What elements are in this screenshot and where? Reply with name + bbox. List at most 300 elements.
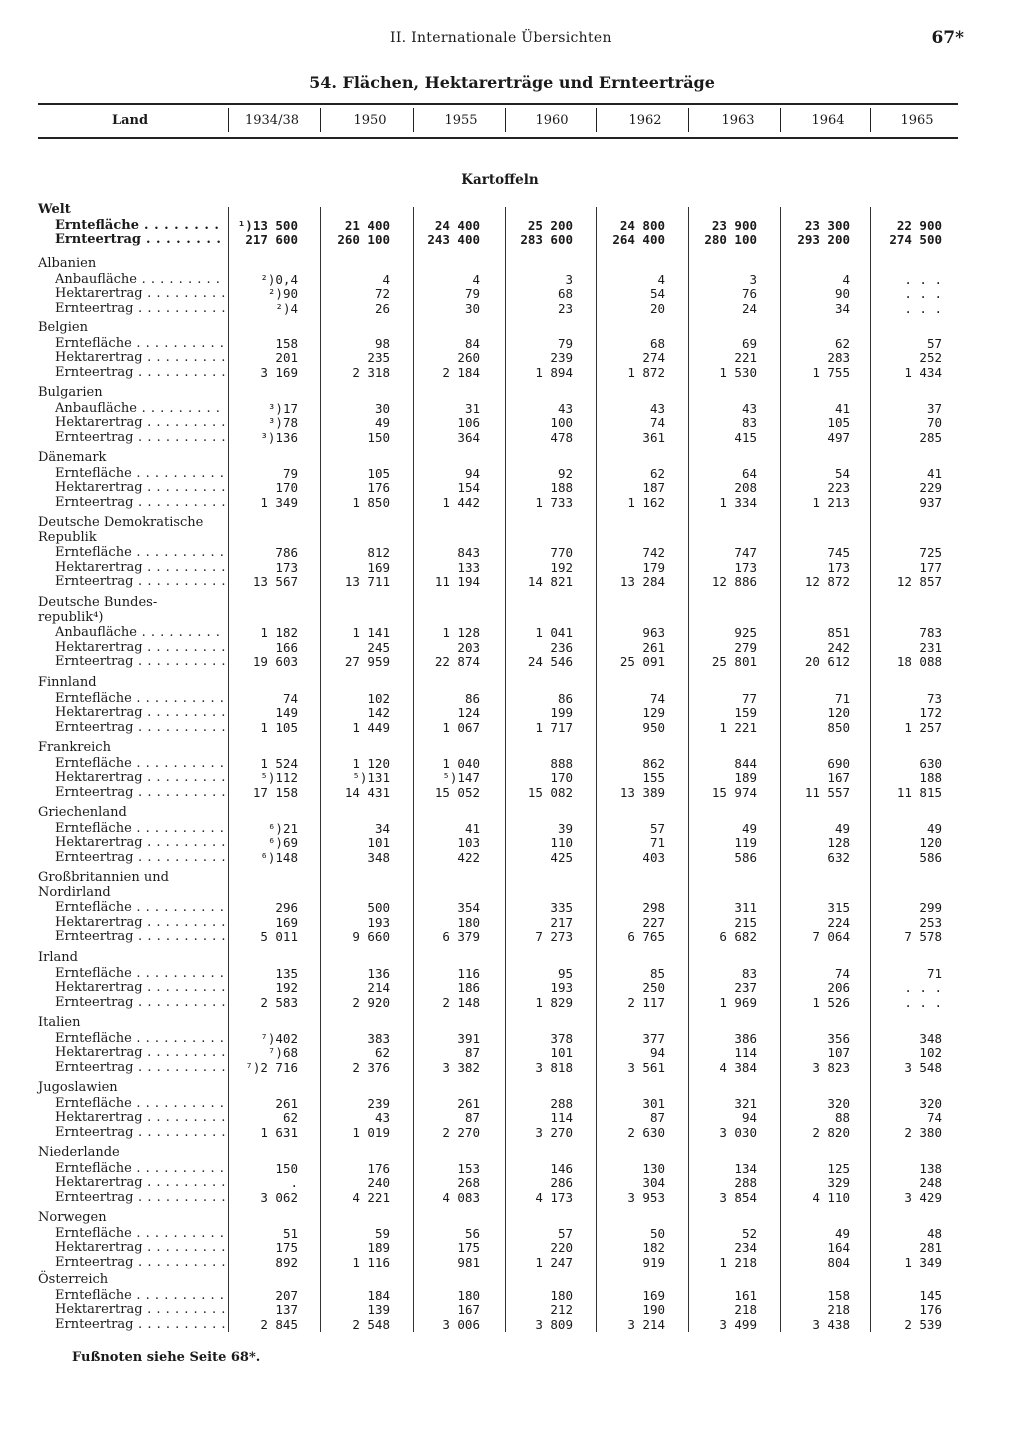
table-cell: 1 872 (627, 364, 665, 380)
table-cell: 41 (834, 400, 850, 416)
table-row (0, 495, 1024, 510)
table-cell: 124 (457, 705, 480, 721)
measure-label: Anbaufläche . . . (55, 401, 225, 416)
table-cell: 892 (275, 1254, 298, 1270)
table-cell: 2 845 (260, 1316, 298, 1332)
table-cell: 164 (827, 1240, 850, 1256)
table-cell: 150 (367, 429, 390, 445)
measure-label: Hektarertrag . . . (55, 1240, 225, 1255)
measure-label: Ernteertrag . . . (55, 850, 225, 865)
table-cell: 11 194 (434, 574, 480, 590)
table-cell: 86 (557, 690, 573, 706)
table-cell: 31 (464, 400, 480, 416)
table-cell: 145 (919, 1287, 942, 1303)
table-cell: 6 682 (719, 929, 757, 945)
table-cell: 175 (275, 1240, 298, 1256)
table-cell: 950 (642, 719, 665, 735)
table-cell: 2 820 (812, 1124, 850, 1140)
table-cell: 167 (457, 1302, 480, 1318)
table-cell: 415 (734, 429, 757, 445)
table-cell: 49 (374, 415, 390, 431)
table-cell: 184 (367, 1287, 390, 1303)
column-separator (596, 108, 597, 132)
table-cell: 14 431 (344, 784, 390, 800)
table-cell: 2 380 (904, 1124, 942, 1140)
country-name: Irland (38, 950, 78, 965)
country-name: Bulgarien (38, 385, 103, 400)
table-cell: 3 818 (535, 1059, 573, 1075)
table-cell: 187 (642, 480, 665, 496)
measure-label: Hektarertrag . . . (55, 560, 225, 575)
measure-label: Hektarertrag . . . (55, 640, 225, 655)
column-header-year: 1962 (628, 113, 662, 128)
table-cell: 56 (464, 1225, 480, 1241)
measure-label: Ernteertrag . . . (55, 995, 225, 1010)
country-name: Deutsche Bundes- republik⁴) (38, 595, 158, 625)
measure-label: Hektarertrag . . . (55, 1110, 225, 1125)
table-cell: 34 (374, 820, 390, 836)
table-cell: 169 (367, 559, 390, 575)
table-cell: ⁷)2 716 (245, 1059, 298, 1075)
table-cell: 149 (275, 705, 298, 721)
table-cell: 224 (827, 914, 850, 930)
table-cell: . . . (904, 300, 942, 316)
table-cell: 500 (367, 900, 390, 916)
measure-label: Ernteertrag . . . (55, 232, 225, 247)
table-row (0, 560, 1024, 575)
table-cell: 403 (642, 849, 665, 865)
measure-label: Hektarertrag . . . (55, 415, 225, 430)
table-cell: 136 (367, 965, 390, 981)
table-cell: ³)17 (267, 400, 298, 416)
table-cell: 1 221 (719, 719, 757, 735)
table-cell: 87 (464, 1045, 480, 1061)
table-cell: 119 (734, 835, 757, 851)
table-row (0, 1240, 1024, 1255)
table-row (0, 466, 1024, 481)
table-row (0, 1255, 1024, 1270)
table-cell: 227 (642, 914, 665, 930)
table-cell: 220 (550, 1240, 573, 1256)
column-separator (320, 108, 321, 132)
table-cell: . . . (904, 271, 942, 287)
table-cell: 94 (464, 465, 480, 481)
table-row (0, 900, 1024, 915)
table-cell: 23 (557, 300, 573, 316)
table-cell: 264 400 (612, 232, 665, 248)
table-cell: 981 (457, 1254, 480, 1270)
table-cell: 206 (827, 980, 850, 996)
table-cell: 176 (919, 1302, 942, 1318)
table-row (0, 545, 1024, 560)
table-cell: 1 257 (904, 719, 942, 735)
table-cell: 1 040 (442, 755, 480, 771)
measure-label: Erntefläche . . . (55, 756, 225, 771)
table-cell: 176 (367, 1160, 390, 1176)
table-cell: 18 088 (896, 654, 942, 670)
table-row (0, 756, 1024, 771)
table-cell: 207 (275, 1287, 298, 1303)
table-cell: 179 (642, 559, 665, 575)
measure-label: Erntefläche . . . (55, 1226, 225, 1241)
measure-label: Ernteertrag . . . (55, 654, 225, 669)
table-cell: 296 (275, 900, 298, 916)
measure-label: Hektarertrag . . . (55, 1302, 225, 1317)
column-header-year: 1963 (721, 113, 755, 128)
measure-label: Erntefläche . . . (55, 1288, 225, 1303)
country-name: Dänemark (38, 450, 107, 465)
table-cell: 217 (550, 914, 573, 930)
table-cell: 130 (642, 1160, 665, 1176)
table-cell: 17 158 (252, 784, 298, 800)
table-row (0, 365, 1024, 380)
table-cell: 3 006 (442, 1316, 480, 1332)
table-cell: ³)78 (267, 415, 298, 431)
table-cell: 4 384 (719, 1059, 757, 1075)
table-cell: 1 105 (260, 719, 298, 735)
table-cell: 180 (457, 914, 480, 930)
table-cell: 3 062 (260, 1189, 298, 1205)
table-cell: 201 (275, 350, 298, 366)
table-cell: 7 064 (812, 929, 850, 945)
country-name: Großbritannien und Nordirland (38, 870, 169, 900)
table-header-bottom-rule (38, 137, 958, 139)
table-cell: 354 (457, 900, 480, 916)
table-cell: 48 (926, 1225, 942, 1241)
table-cell: 2 920 (352, 994, 390, 1010)
table-cell: 248 (919, 1175, 942, 1191)
table-cell: 74 (834, 965, 850, 981)
table-cell: 329 (827, 1175, 850, 1191)
table-cell: 173 (827, 559, 850, 575)
table-row (0, 1096, 1024, 1111)
table-cell: 1 182 (260, 625, 298, 641)
table-cell: ³)136 (260, 429, 298, 445)
table-cell: 102 (919, 1045, 942, 1061)
measure-label: Erntefläche . . . (55, 218, 225, 233)
table-cell: 5 011 (260, 929, 298, 945)
table-cell: 212 (550, 1302, 573, 1318)
table-cell: 175 (457, 1240, 480, 1256)
table-cell: 3 030 (719, 1124, 757, 1140)
table-cell: 2 583 (260, 994, 298, 1010)
table-cell: 2 318 (352, 364, 390, 380)
table-row (0, 1288, 1024, 1303)
table-cell: 747 (734, 545, 757, 561)
table-cell: 3 169 (260, 364, 298, 380)
table-cell: 120 (919, 835, 942, 851)
table-row (0, 1161, 1024, 1176)
table-cell: 586 (734, 849, 757, 865)
table-cell: 260 (457, 350, 480, 366)
measure-label: Erntefläche . . . (55, 336, 225, 351)
table-cell: 192 (275, 980, 298, 996)
table-cell: 71 (926, 965, 942, 981)
table-cell: 83 (741, 415, 757, 431)
table-cell: 1 631 (260, 1124, 298, 1140)
table-cell: 199 (550, 705, 573, 721)
table-cell: 49 (926, 820, 942, 836)
table-cell: 54 (649, 286, 665, 302)
table-cell: 804 (827, 1254, 850, 1270)
column-separator (228, 108, 229, 132)
table-cell: 57 (926, 335, 942, 351)
table-cell: 24 (741, 300, 757, 316)
table-row (0, 785, 1024, 800)
table-cell: 261 (275, 1095, 298, 1111)
table-cell: 7 578 (904, 929, 942, 945)
table-cell: 1 349 (260, 494, 298, 510)
country-name: Belgien (38, 320, 88, 335)
table-cell: 3 561 (627, 1059, 665, 1075)
table-cell: 2 548 (352, 1316, 390, 1332)
table-cell: 24 400 (434, 217, 480, 233)
measure-label: Hektarertrag . . . (55, 1175, 225, 1190)
measure-label: Ernteertrag . . . (55, 1190, 225, 1205)
table-cell: 250 (642, 980, 665, 996)
table-cell: 283 600 (520, 232, 573, 248)
table-cell: 3 214 (627, 1316, 665, 1332)
table-cell: 386 (734, 1030, 757, 1046)
table-cell: 1 850 (352, 494, 390, 510)
measure-label: Erntefläche . . . (55, 900, 225, 915)
table-cell: 34 (834, 300, 850, 316)
table-cell: 173 (275, 559, 298, 575)
table-cell: 3 270 (535, 1124, 573, 1140)
table-title: 54. Flächen, Hektarerträge und Ernteerträge (309, 73, 715, 92)
table-cell: 862 (642, 755, 665, 771)
table-cell: 215 (734, 914, 757, 930)
table-cell: 4 (382, 271, 390, 287)
table-cell: 843 (457, 545, 480, 561)
measure-label: Ernteertrag . . . (55, 785, 225, 800)
table-cell: 6 379 (442, 929, 480, 945)
table-row (0, 1175, 1024, 1190)
table-cell: 281 (919, 1240, 942, 1256)
measure-label: Ernteertrag . . . (55, 929, 225, 944)
table-cell: 299 (919, 900, 942, 916)
table-cell: 3 499 (719, 1316, 757, 1332)
column-header-land: Land (111, 113, 149, 128)
table-cell: 4 (657, 271, 665, 287)
measure-label: Hektarertrag . . . (55, 835, 225, 850)
table-cell: 21 400 (344, 217, 390, 233)
table-cell: 243 400 (427, 232, 480, 248)
table-cell: 24 800 (619, 217, 665, 233)
table-cell: 261 (457, 1095, 480, 1111)
table-cell: 79 (557, 335, 573, 351)
table-cell: 1 247 (535, 1254, 573, 1270)
table-cell: 154 (457, 480, 480, 496)
table-cell: 963 (642, 625, 665, 641)
column-header-year: 1965 (900, 113, 934, 128)
table-cell: 1 442 (442, 494, 480, 510)
page-number: 67* (931, 28, 964, 48)
country-name: Norwegen (38, 1210, 107, 1225)
table-cell: 6 765 (627, 929, 665, 945)
column-separator (870, 108, 871, 132)
table-cell: 20 (649, 300, 665, 316)
table-cell: 218 (827, 1302, 850, 1318)
table-cell: 94 (741, 1110, 757, 1126)
table-cell: 158 (827, 1287, 850, 1303)
table-cell: 159 (734, 705, 757, 721)
table-row (0, 430, 1024, 445)
measure-label: Ernteertrag . . . (55, 301, 225, 316)
table-cell: 158 (275, 335, 298, 351)
table-cell: 95 (557, 965, 573, 981)
table-cell: 1 434 (904, 364, 942, 380)
table-cell: 105 (827, 415, 850, 431)
table-cell: 102 (367, 690, 390, 706)
table-row (0, 401, 1024, 416)
table-cell: 253 (919, 914, 942, 930)
table-cell: 173 (734, 559, 757, 575)
table-cell: 280 100 (704, 232, 757, 248)
measure-label: Ernteertrag . . . (55, 1060, 225, 1075)
table-cell: ⁵)147 (442, 770, 480, 786)
table-cell: 13 567 (252, 574, 298, 590)
table-cell: 41 (926, 465, 942, 481)
table-cell: 2 148 (442, 994, 480, 1010)
table-cell: 1 530 (719, 364, 757, 380)
table-cell: 245 (367, 639, 390, 655)
footnote: Fußnoten siehe Seite 68*. (72, 1350, 261, 1365)
table-cell: 49 (834, 1225, 850, 1241)
table-cell: 128 (827, 835, 850, 851)
measure-label: Ernteertrag . . . (55, 495, 225, 510)
table-cell: 320 (919, 1095, 942, 1111)
table-cell: 356 (827, 1030, 850, 1046)
table-cell: 74 (649, 690, 665, 706)
column-separator (413, 108, 414, 132)
table-cell: 24 546 (527, 654, 573, 670)
table-cell: 4 173 (535, 1189, 573, 1205)
table-cell: 12 872 (804, 574, 850, 590)
table-cell: 120 (827, 705, 850, 721)
table-cell: 27 959 (344, 654, 390, 670)
measure-label: Erntefläche . . . (55, 691, 225, 706)
column-header-year: 1955 (444, 113, 478, 128)
table-cell: 221 (734, 350, 757, 366)
table-row (0, 691, 1024, 706)
table-cell: 1 213 (812, 494, 850, 510)
measure-label: Erntefläche . . . (55, 966, 225, 981)
table-cell: 2 630 (627, 1124, 665, 1140)
table-cell: 76 (741, 286, 757, 302)
measure-label: Erntefläche . . . (55, 1096, 225, 1111)
table-cell: 88 (834, 1110, 850, 1126)
measure-label: Erntefläche . . . (55, 821, 225, 836)
table-cell: 105 (367, 465, 390, 481)
table-cell: 286 (550, 1175, 573, 1191)
table-cell: 15 082 (527, 784, 573, 800)
country-name: Italien (38, 1015, 81, 1030)
table-row (0, 272, 1024, 287)
table-cell: 94 (649, 1045, 665, 1061)
table-cell: 4 083 (442, 1189, 480, 1205)
measure-label: Erntefläche . . . (55, 545, 225, 560)
table-cell: 229 (919, 480, 942, 496)
table-cell: 304 (642, 1175, 665, 1191)
measure-label: Ernteertrag . . . (55, 365, 225, 380)
table-cell: 188 (550, 480, 573, 496)
table-cell: 3 (749, 271, 757, 287)
table-cell: 1 733 (535, 494, 573, 510)
table-cell: 172 (919, 705, 942, 721)
column-header-year: 1964 (811, 113, 845, 128)
table-cell: 283 (827, 350, 850, 366)
table-subtitle: Kartoffeln (461, 172, 539, 188)
table-row (0, 995, 1024, 1010)
table-cell: 252 (919, 350, 942, 366)
table-row (0, 625, 1024, 640)
table-cell: 72 (374, 286, 390, 302)
table-cell: 919 (642, 1254, 665, 1270)
table-cell: 320 (827, 1095, 850, 1111)
table-cell: 20 612 (804, 654, 850, 670)
table-cell: 62 (649, 465, 665, 481)
table-cell: 1 116 (352, 1254, 390, 1270)
table-cell: 57 (649, 820, 665, 836)
measure-label: Erntefläche . . . (55, 466, 225, 481)
table-cell: 87 (649, 1110, 665, 1126)
measure-label: Ernteertrag . . . (55, 1255, 225, 1270)
table-cell: 261 (642, 639, 665, 655)
table-cell: 260 100 (337, 232, 390, 248)
table-cell: 1 120 (352, 755, 390, 771)
table-cell: 150 (275, 1160, 298, 1176)
page-header (0, 30, 1024, 52)
table-cell: 786 (275, 545, 298, 561)
table-row (0, 850, 1024, 865)
table-cell: 378 (550, 1030, 573, 1046)
table-cell: 43 (741, 400, 757, 416)
table-cell: 239 (367, 1095, 390, 1111)
table-cell: ¹)13 500 (237, 217, 298, 233)
table-row (0, 232, 1024, 247)
table-cell: ⁵)131 (352, 770, 390, 786)
table-cell: 364 (457, 429, 480, 445)
table-cell: 153 (457, 1160, 480, 1176)
table-cell: 391 (457, 1030, 480, 1046)
table-cell: 12 857 (896, 574, 942, 590)
country-name: Finnland (38, 675, 97, 690)
column-separator (780, 108, 781, 132)
table-cell: 2 270 (442, 1124, 480, 1140)
table-cell: 169 (642, 1287, 665, 1303)
table-cell: 240 (367, 1175, 390, 1191)
table-cell: 812 (367, 545, 390, 561)
table-top-rule (38, 103, 958, 105)
table-cell: 361 (642, 429, 665, 445)
table-cell: 288 (734, 1175, 757, 1191)
table-cell: 632 (827, 849, 850, 865)
table-cell: 315 (827, 900, 850, 916)
measure-label: Hektarertrag . . . (55, 480, 225, 495)
table-cell: 13 284 (619, 574, 665, 590)
measure-label: Hektarertrag . . . (55, 286, 225, 301)
table-cell: 301 (642, 1095, 665, 1111)
measure-label: Hektarertrag . . . (55, 770, 225, 785)
table-cell: 208 (734, 480, 757, 496)
table-cell: 49 (741, 820, 757, 836)
table-cell: 180 (457, 1287, 480, 1303)
table-row (0, 835, 1024, 850)
table-cell: 3 (565, 271, 573, 287)
table-row (0, 286, 1024, 301)
table-cell: 321 (734, 1095, 757, 1111)
